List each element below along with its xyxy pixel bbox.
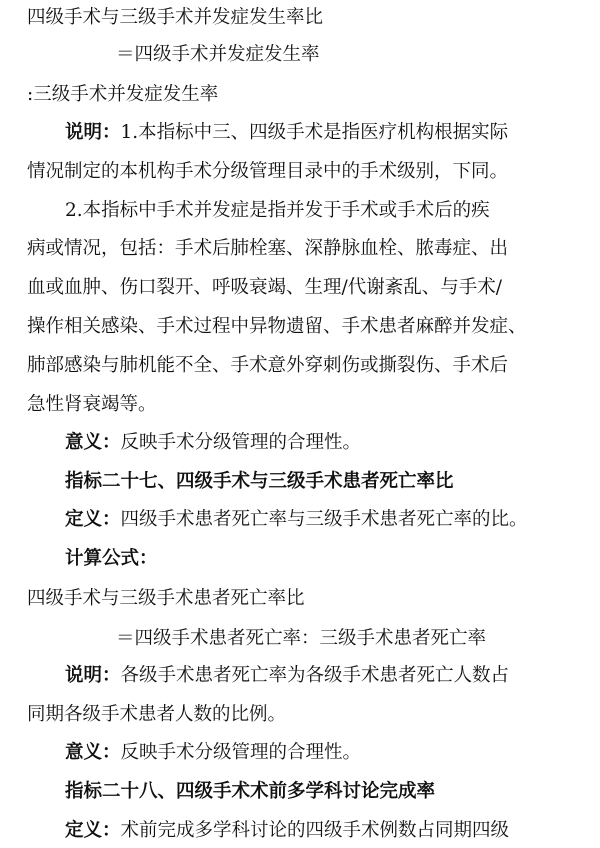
text-line: 2.本指标中手术并发症是指并发于手术或手术后的疾	[65, 200, 490, 221]
text-line: 急性肾衰竭等。	[27, 394, 157, 415]
text: 各级手术患者死亡率为各级手术患者死亡人数占	[120, 665, 510, 686]
text-line: 血或血肿、伤口裂开、呼吸衰竭、生理/代谢紊乱、与手术/	[27, 277, 502, 298]
formula-line: ＝四级手术并发症发生率	[116, 44, 320, 65]
label: 意义：	[65, 432, 121, 453]
label: 定义：	[65, 820, 121, 841]
paragraph-line	[65, 508, 600, 532]
text: 反映手术分级管理的合理性。	[120, 432, 362, 453]
paragraph-line	[65, 431, 600, 455]
section-heading: 指标二十八、四级手术术前多学科讨论完成率	[65, 781, 436, 802]
paragraph-line	[65, 664, 600, 688]
text-line: 情况制定的本机构手术分级管理目录中的手术级别，下同。	[27, 161, 509, 182]
label: 意义：	[65, 742, 121, 763]
label: 说明：	[65, 665, 121, 686]
text: 反映手术分级管理的合理性。	[120, 742, 362, 763]
text-line: 四级手术与三级手术患者死亡率比	[27, 588, 305, 609]
section-heading: 指标二十七、四级手术与三级手术患者死亡率比	[65, 471, 454, 492]
formula-heading: 计算公式：	[65, 548, 158, 569]
text: 1.本指标中三、四级手术是指医疗机构根据实际	[120, 122, 509, 143]
paragraph-line	[65, 819, 600, 843]
paragraph-line	[65, 741, 600, 765]
text: 术前完成多学科讨论的四级手术例数占同期四级	[120, 820, 510, 841]
text-line: :三级手术并发症发生率	[27, 84, 219, 105]
label: 说明：	[65, 122, 121, 143]
text: 四级手术患者死亡率与三级手术患者死亡率的比。	[120, 509, 528, 530]
label: 定义：	[65, 509, 121, 530]
paragraph-line	[65, 121, 600, 145]
text-line: 肺部感染与肺机能不全、手术意外穿刺伤或撕裂伤、手术后	[27, 355, 509, 376]
text-line: 病或情况，包括：手术后肺栓塞、深静脉血栓、脓毒症、出	[27, 238, 509, 259]
text-line: 操作相关感染、手术过程中异物遗留、手术患者麻醉并发症、	[27, 316, 527, 337]
formula-line: ＝四级手术患者死亡率：三级手术患者死亡率	[116, 628, 487, 649]
text-line: 四级手术与三级手术并发症发生率比	[27, 7, 324, 28]
text-line: 同期各级手术患者人数的比例。	[27, 704, 287, 725]
